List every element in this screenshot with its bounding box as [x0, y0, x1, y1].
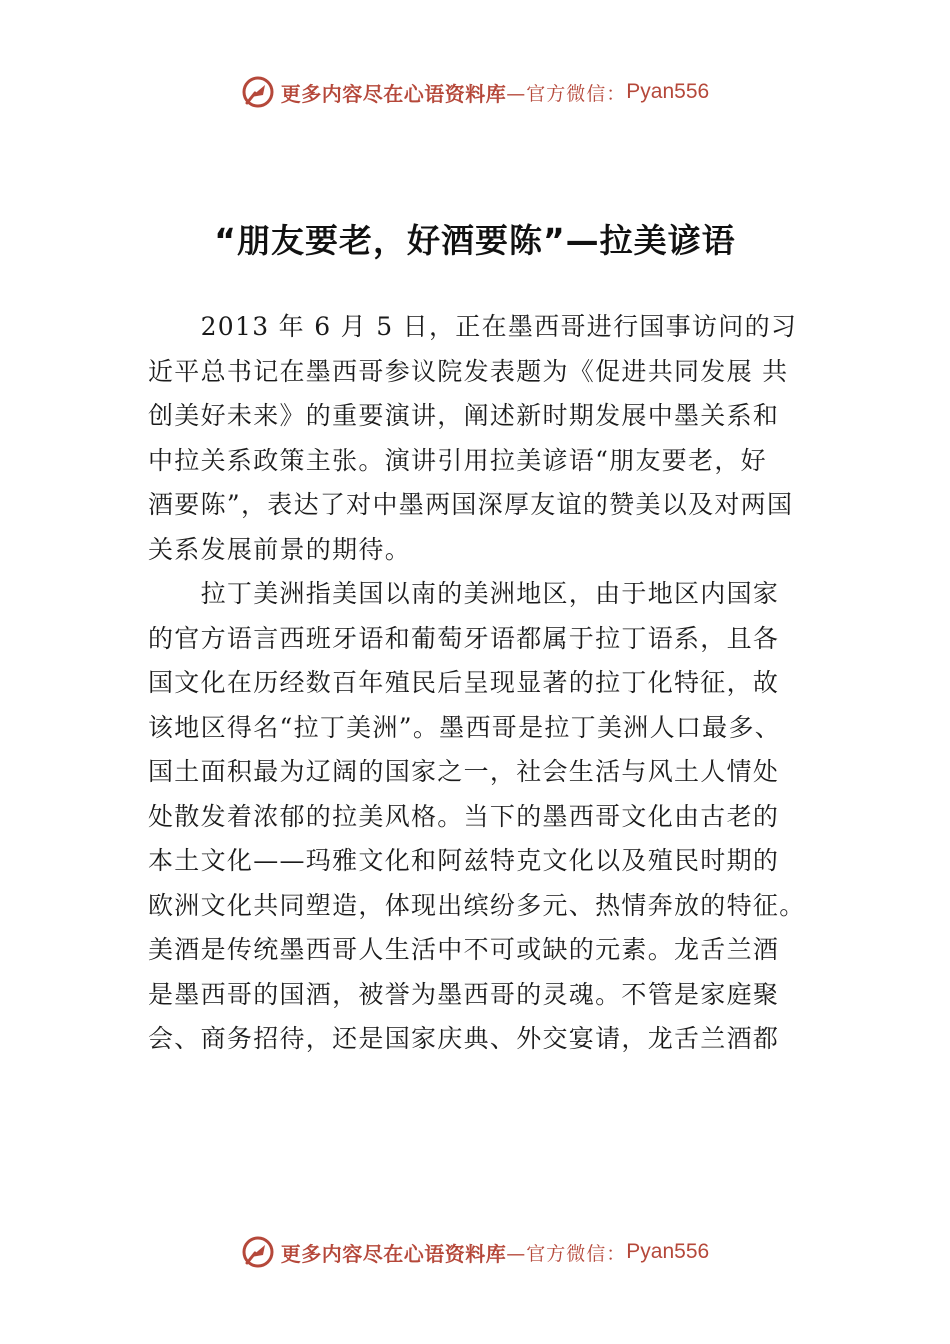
page-title: “朋友要老，好酒要陈”—拉美谚语 [214, 221, 736, 260]
wechat-id: Pyan556 [626, 1240, 710, 1263]
header-watermark [0, 72, 950, 112]
text-line: 关系发展前景的期待。 [148, 534, 412, 564]
text-line: 是墨西哥的国酒，被誉为墨西哥的灵魂。不管是家庭聚 [148, 979, 780, 1009]
text-line: 美酒是传统墨西哥人生活中不可或缺的元素。龙舌兰酒 [148, 935, 780, 964]
text-line: 本土文化——玛雅文化和阿兹特克文化以及殖民时期的 [148, 846, 780, 875]
text-line: 国文化在历经数百年殖民后呈现显著的拉丁化特征，故 [148, 668, 780, 697]
logo-icon [241, 75, 275, 109]
text-line: 近平总书记在墨西哥参议院发表题为《促进共同发展 共 [148, 356, 789, 386]
text-line: 2013 年 6 月 5 日，正在墨西哥进行国事访问的习 [148, 312, 798, 341]
text-line: 创美好未来》的重要演讲，阐述新时期发展中墨关系和 [148, 401, 780, 430]
text-line: 酒要陈”，表达了对中墨两国深厚友谊的赞美以及对两国 [148, 490, 794, 519]
text-line: 国土面积最为辽阔的国家之一，社会生活与风土人情处 [148, 757, 780, 786]
banner-subtitle: —官方微信： [506, 82, 627, 105]
banner-subtitle: —官方微信： [506, 1242, 627, 1265]
text-line: 中拉关系政策主张。演讲引用拉美谚语“朋友要老，好 [148, 445, 767, 475]
text-line: 处散发着浓郁的拉美风格。当下的墨西哥文化由古老的 [148, 801, 780, 831]
logo-icon [241, 1235, 275, 1269]
text-line: 的官方语言西班牙语和葡萄牙语都属于拉丁语系，且各 [148, 623, 780, 653]
wechat-id: Pyan556 [626, 80, 710, 103]
text-line: 会、商务招待，还是国家庆典、外交宴请，龙舌兰酒都 [148, 1024, 780, 1053]
article-body [148, 305, 808, 1062]
text-line: 拉丁美洲指美国以南的美洲地区，由于地区内国家 [148, 579, 780, 608]
banner-title: 更多内容尽在心语资料库 [280, 81, 507, 106]
text-line: 该地区得名“拉丁美洲”。墨西哥是拉丁美洲人口最多、 [148, 712, 782, 742]
text-line: 欧洲文化共同塑造，体现出缤纷多元、热情奔放的特征。 [148, 890, 806, 920]
banner-title: 更多内容尽在心语资料库 [280, 1241, 507, 1266]
footer-watermark [0, 1232, 950, 1272]
